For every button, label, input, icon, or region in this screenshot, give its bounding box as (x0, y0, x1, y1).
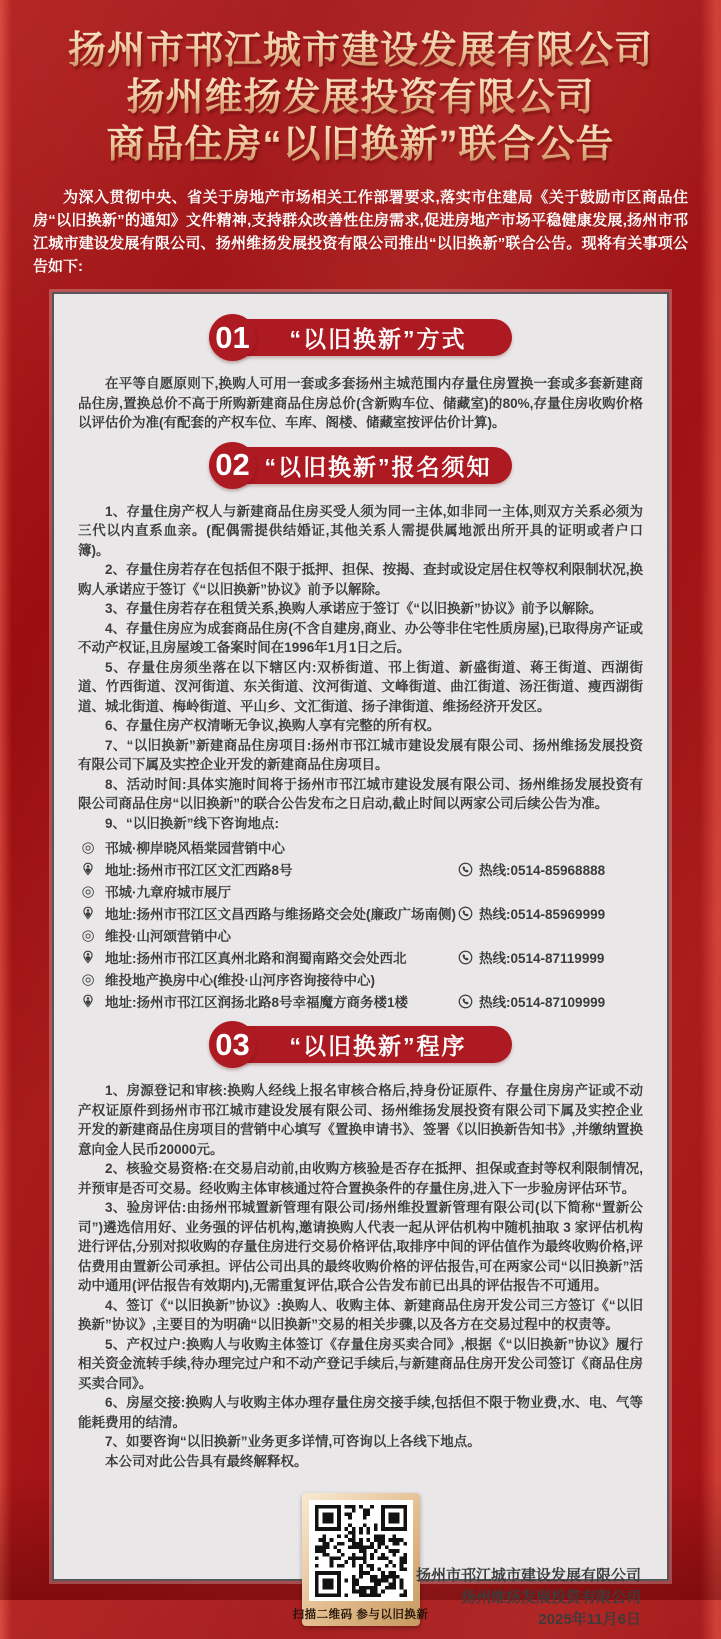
announcement-section (78, 442, 643, 1013)
section-header-pill (209, 442, 512, 489)
section-body (78, 374, 643, 433)
signature-date: 2025年11月6日 (538, 1611, 641, 1628)
paragraph: 5、产权过户:换购人与收购主体签订《存量住房买卖合同》,根据《“以旧换新”协议》履行相关资金流转手续,待办理完过户和不动产登记手续后,与新建商品住房开发公司签订《商品住房买卖合同》。 (78, 1336, 643, 1391)
paragraph: 6、房屋交接:换购人与收购主体办理存量住房交接手续,包括但不限于物业费,水、电、气等能耗费用的结清。 (78, 1395, 643, 1430)
paragraph: 2、核验交易资格:在交易启动前,由收购方核验是否存在抵押、担保或查封等权利限制情况,并预审是否可交易。经收购主体审核通过符合置换条件的存量住房,进入下一步验房评估环节。 (78, 1161, 643, 1196)
phone-icon (457, 862, 473, 877)
signature-company-1: 扬州市邗江城市建设发展有限公司 (415, 1567, 641, 1584)
paragraph: 4、存量住房应为成套商品住房(不含自建房,商业、办公等非住宅性质房屋),已取得房产证或不动产权证,且房屋竣工备案时间在1996年1月1日之后。 (78, 620, 643, 655)
paragraph: 2、存量住房若存在包括但不限于抵押、担保、按揭、查封或设定居住权等权利限制状况,换购人承诺应于签订《“以旧换新”协议》前予以解除。 (78, 562, 643, 597)
location-name-row (78, 924, 643, 946)
location-address-row (78, 946, 643, 968)
paragraph: 7、如要咨询“以旧换新”业务更多详情,可咨询以上各线下地点。 (105, 1434, 481, 1449)
hotline-number: 热线:0514-87119999 (479, 951, 605, 966)
hotline-number: 热线:0514-85968888 (479, 863, 606, 878)
bullseye-icon: ◎ (81, 970, 95, 988)
location-name: 邗城·九章府城市展厅 (105, 885, 231, 900)
section-number: 03 (209, 1021, 256, 1068)
signature-block (416, 1565, 641, 1631)
hotline (457, 903, 605, 923)
section-title: “以旧换新”报名须知 (240, 447, 512, 484)
location-name-row (78, 968, 643, 990)
location-name: 维投地产换房中心(维投·山河序咨询接待中心) (105, 973, 375, 988)
paragraph: 1、房源登记和审核:换购人经线上报名审核合格后,持身份证原件、存量住房房产证或不动产权证原件到扬州市邗江城市建设发展有限公司、扬州维扬发展投资有限公司下属及实控企业开发的新建商品住房项目的营销中心填写《置换申请书》、签署《以旧换新告知书》,并缴纳置换意向金人民币20000元。 (78, 1083, 643, 1157)
hotline-number: 热线:0514-87109999 (479, 995, 606, 1010)
phone-icon (457, 950, 473, 965)
hotline (457, 947, 604, 967)
paragraph: 3、验房评估:由扬州邗城置新管理有限公司/扬州维投置新管理有限公司(以下简称“置新公司”)遴选信用好、业务强的评估机构,邀请换购人代表一起从评估机构中随机抽取 3 家评估机构进行评估,分别对拟收购的存量住房进行交易价格评估,取排序中间的评估值作为最终收购价格,评估费用由置新公司承担。评估公司出具的最终收购价格的评估报告,可在两家公司“以旧换新”活动中通用(评估报告有效期内),无需重复评估,联合公告发布前已出具的评估报告不可通用。 (78, 1200, 643, 1293)
section-header-pill (209, 314, 512, 361)
company-title-1: 扬州市邗江城市建设发展有限公司 (0, 28, 721, 75)
locations-list (78, 836, 643, 1012)
paragraph: 3、存量住房若存在租赁关系,换购人承诺应于签订《“以旧换新”协议》前予以解除。 (105, 601, 603, 616)
section-body (78, 1081, 643, 1471)
paragraph: 8、活动时间:具体实施时间将于扬州市邗江城市建设发展有限公司、扬州维扬发展投资有限公司商品住房“以旧换新”的联合公告发布之日启动,截止时间以两家公司后续公告为准。 (78, 776, 643, 811)
paragraph: 5、存量住房须坐落在以下辖区内:双桥街道、邗上街道、新盛街道、蒋王街道、西湖街道、竹西街道、汊河街道、东关街道、汶河街道、文峰街道、曲江街道、汤汪街道、瘦西湖街道、城北街道、梅岭街道、平山乡、文汇街道、扬子津街道、维扬经济开发区。 (78, 659, 643, 714)
paragraph: 本公司对此公告具有最终解释权。 (105, 1453, 308, 1469)
bullseye-icon: ◎ (81, 838, 95, 856)
paragraph: 4、签订《“以旧换新”协议》:换购人、收购主体、新建商品住房开发公司三方签订《“以旧换新”协议》,主要目的为明确“以旧换新”交易的相关步骤,以及各方在交易过程中的权责等。 (78, 1297, 643, 1332)
location-name: 维投·山河颂营销中心 (105, 929, 231, 944)
paragraph: 9、“以旧换新”线下咨询地点: (105, 815, 280, 831)
paragraph: 1、存量住房产权人与新建商品住房买受人须为同一主体,如非同一主体,则双方关系必须为三代以内直系血亲。(配偶需提供结婚证,其他关系人需提供属地派出所开具的证明或者户口簿)。 (78, 503, 643, 558)
announcement-section (78, 1021, 643, 1471)
section-body (78, 502, 643, 1013)
person-pin-icon (80, 949, 96, 965)
signature-company-2: 扬州维扬发展投资有限公司 (460, 1589, 641, 1606)
section-title: “以旧换新”方式 (240, 319, 512, 356)
poster-header (0, 0, 721, 169)
location-address: 地址:扬州市邗江区文昌西路与维扬路交会处(廉政广场南侧) (105, 907, 456, 922)
announcement-section (78, 314, 643, 433)
section-number: 01 (209, 314, 256, 361)
bullseye-icon: ◎ (81, 926, 95, 944)
qr-code (309, 1500, 413, 1601)
location-name-row (78, 880, 643, 902)
consult-location (78, 924, 643, 968)
company-title-2: 扬州维扬发展投资有限公司 (0, 75, 721, 122)
section-number: 02 (209, 442, 256, 489)
announcement-title: 商品住房“以旧换新”联合公告 (0, 122, 721, 169)
intro-paragraph: 为深入贯彻中央、省关于房地产市场相关工作部署要求,落实市住建局《关于鼓励市区商品住房“以旧换新”的通知》文件精神,支持群众改善性住房需求,促进房地产市场平稳健康发展,扬州市邗江城市建设发展有限公司、扬州维扬发展投资有限公司推出“以旧换新”联合公告。现将有关事项公告如下: (33, 189, 688, 275)
hotline (457, 859, 605, 879)
paragraph: 在平等自愿原则下,换购人可用一套或多套扬州主城范围内存量住房置换一套或多套新建商品住房,置换总价不高于所购新建商品住房总价(含新购车位、储藏室)的80%,存量住房收购价格以评估价为准(有配套的产权车位、车库、阁楼、储藏室按评估价计算)。 (78, 376, 643, 430)
qr-footer-area (78, 1491, 643, 1639)
sections (78, 314, 643, 1471)
section-title: “以旧换新”程序 (240, 1026, 512, 1063)
location-address: 地址:扬州市邗江区文汇西路8号 (105, 863, 293, 878)
person-pin-icon (80, 905, 96, 921)
paragraph: 6、存量住房产权清晰无争议,换购人享有完整的所有权。 (105, 718, 441, 733)
location-name-row (78, 836, 643, 858)
paragraph: 7、“以旧换新”新建商品住房项目:扬州市邗江城市建设发展有限公司、扬州维扬发展投资有限公司下属及实控企业开发的新建商品住房项目。 (78, 737, 643, 772)
hotline-number: 热线:0514-85969999 (479, 907, 606, 922)
location-address: 地址:扬州市邗江区真州北路和润蜀南路交会处西北 (105, 951, 407, 966)
person-pin-icon (80, 993, 96, 1009)
location-address-row (78, 990, 643, 1012)
phone-icon (457, 994, 473, 1009)
qr-caption: 扫描二维码 参与以旧换新 (292, 1609, 429, 1621)
consult-location (78, 836, 643, 880)
person-pin-icon (80, 861, 96, 877)
location-name: 邗城·柳岸晓风梧棠园营销中心 (105, 841, 285, 856)
location-address-row (78, 902, 643, 924)
section-header-pill (209, 1021, 512, 1068)
consult-location (78, 880, 643, 924)
phone-icon (457, 906, 473, 921)
consult-location (78, 968, 643, 1012)
bullseye-icon: ◎ (81, 882, 95, 900)
location-address-row (78, 858, 643, 880)
content-panel (52, 292, 669, 1628)
hotline (457, 991, 605, 1011)
qr-card (292, 1493, 429, 1626)
location-address: 地址:扬州市邗江区润扬北路8号幸福魔方商务楼1楼 (105, 995, 409, 1010)
